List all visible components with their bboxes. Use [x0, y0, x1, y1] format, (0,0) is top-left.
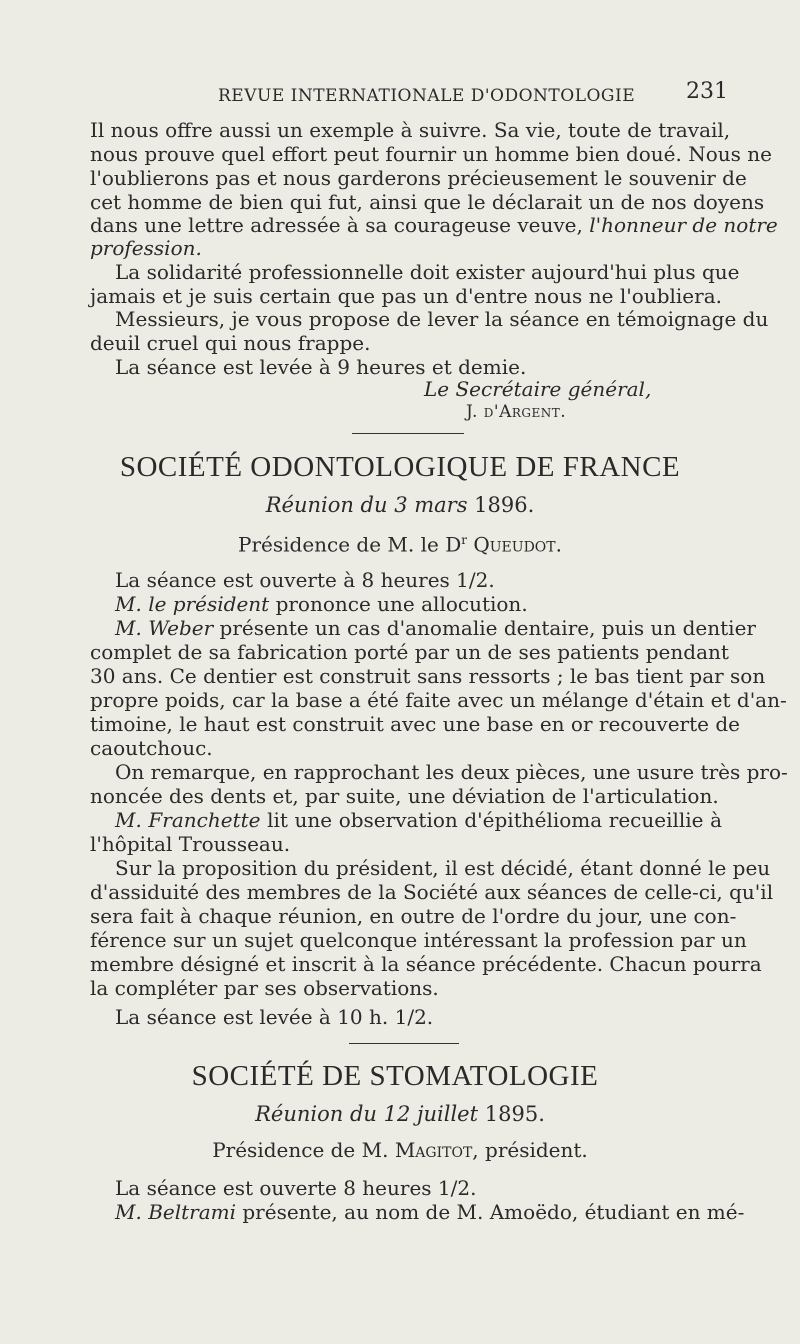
- paragraph-line: la compléter par ses observations.: [90, 976, 439, 1000]
- presidency-line: [0, 528, 800, 557]
- speaker-name: M. le président: [115, 592, 270, 616]
- paragraph-line: 30 ans. Ce dentier est construit sans ressorts ; le bas tient par son: [90, 664, 766, 688]
- signature-name: J. d'Argent.: [466, 402, 567, 422]
- text-segment: dans une lettre adressée à sa courageuse veuve,: [90, 213, 583, 237]
- text-segment: lit une observation d'épithélioma recueillie à: [267, 808, 723, 832]
- page-number: 231: [686, 79, 728, 104]
- speaker-name: M. Weber: [115, 616, 214, 640]
- paragraph-line: jamais et je suis certain que pas un d'entre nous ne l'oubliera.: [90, 284, 722, 308]
- paragraph-line: [115, 808, 722, 832]
- doctor-superscript: r: [461, 533, 467, 547]
- paragraph-line: d'assiduité des membres de la Société aux séances de celle-ci, qu'il: [90, 880, 774, 904]
- president-name: Queudot.: [473, 532, 562, 557]
- opening-line: La séance est ouverte 8 heures 1/2.: [115, 1176, 477, 1200]
- closing-line: La séance est levée à 9 heures et demie.: [115, 355, 527, 379]
- paragraph-line: férence sur un sujet quelconque intéressant la profession par un: [90, 928, 747, 952]
- running-title: REVUE INTERNATIONALE D'ODONTOLOGIE: [218, 86, 636, 106]
- paragraph-line: complet de sa fabrication porté par un de ses patients pendant: [90, 640, 729, 664]
- paragraph-line: cet homme de bien qui fut, ainsi que le déclarait un de nos doyens: [90, 190, 765, 214]
- paragraph-line: Messieurs, je vous propose de lever la séance en témoignage du: [115, 307, 769, 331]
- closing-line: La séance est levée à 10 h. 1/2.: [115, 1005, 434, 1029]
- paragraph-line: [115, 616, 756, 640]
- speaker-name: M. Beltrami: [115, 1200, 237, 1224]
- paragraph-line: timoine, le haut est construit avec une base en or recouverte de: [90, 712, 740, 736]
- paragraph-line: l'hôpital Trousseau.: [90, 832, 291, 856]
- paragraph-line: deuil cruel qui nous frappe.: [90, 331, 371, 355]
- paragraph-line: [115, 1200, 745, 1224]
- italic-quote: l'honneur de notre: [589, 213, 778, 237]
- text-segment: prononce une allocution.: [275, 592, 528, 616]
- paragraph-line: Sur la proposition du président, il est décidé, étant donné le peu: [115, 856, 771, 880]
- opening-line: La séance est ouverte à 8 heures 1/2.: [115, 568, 495, 592]
- paragraph-line: membre désigné et inscrit à la séance précédente. Chacun pourra: [90, 952, 762, 976]
- paragraph-line: sera fait à chaque réunion, en outre de l'ordre du jour, une con-: [90, 904, 737, 928]
- presidency-suffix: président.: [485, 1138, 588, 1162]
- section-title: SOCIÉTÉ ODONTOLOGIQUE DE FRANCE: [119, 451, 681, 483]
- meeting-year: 1896.: [474, 493, 535, 517]
- paragraph-line: propre poids, car la base a été faite avec un mélange d'étain et d'an-: [90, 688, 787, 712]
- paragraph-line: noncée des dents et, par suite, une déviation de l'articulation.: [90, 784, 719, 808]
- presidency-line: [0, 1138, 800, 1162]
- paragraph-line: caoutchouc.: [90, 736, 213, 760]
- meeting-date: [0, 493, 800, 517]
- meeting-label: Réunion du 12 juillet: [255, 1102, 479, 1126]
- meeting-label: Réunion du 3 mars: [265, 493, 468, 517]
- section-title: SOCIÉTÉ DE STOMATOLOGIE: [191, 1060, 599, 1092]
- presidency-prefix: Présidence de M. le D: [238, 532, 462, 557]
- text-segment: présente un cas d'anomalie dentaire, puis un dentier: [219, 616, 756, 640]
- paragraph-line: Il nous offre aussi un exemple à suivre. Sa vie, toute de travail,: [90, 118, 731, 142]
- signature-role: Le Secrétaire général,: [424, 377, 652, 401]
- paragraph-line: nous prouve quel effort peut fournir un homme bien doué. Nous ne: [90, 142, 772, 166]
- paragraph-line: On remarque, en rapprochant les deux pièces, une usure très pro-: [115, 760, 788, 784]
- meeting-year: 1895.: [484, 1102, 545, 1126]
- section-divider: [349, 1043, 459, 1044]
- paragraph-line: La solidarité professionnelle doit exister aujourd'hui plus que: [115, 260, 740, 284]
- italic-quote-end: profession.: [90, 236, 202, 260]
- paragraph-line: [90, 213, 778, 237]
- presidency-prefix: Présidence de M.: [212, 1138, 389, 1162]
- paragraph-line: l'oublierons pas et nous garderons précieusement le souvenir de: [90, 166, 747, 190]
- text-segment: présente, au nom de M. Amoëdo, étudiant en mé-: [242, 1200, 745, 1224]
- paragraph-line: [115, 592, 528, 616]
- section-divider: [352, 433, 464, 434]
- speaker-name: M. Franchette: [115, 808, 261, 832]
- president-name: Magitot,: [394, 1138, 479, 1162]
- meeting-date: [0, 1102, 800, 1126]
